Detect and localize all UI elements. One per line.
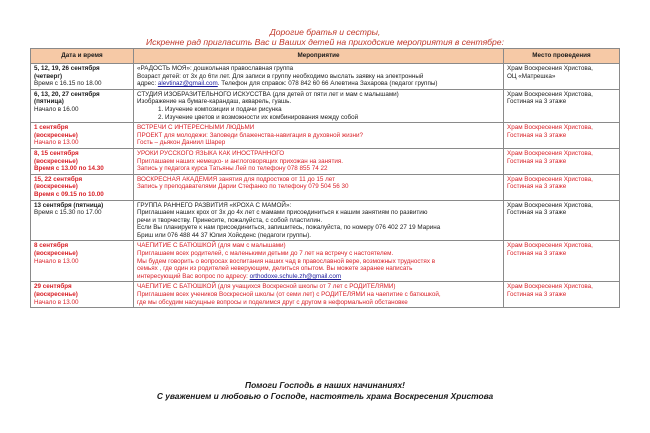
- place-line: Гостиная на 3 этаже: [507, 157, 567, 165]
- event-line: ПРОЕКТ для молодежи: Заповеди блаженства-навигация в духовной жизни?: [137, 131, 363, 139]
- event-line: Запись у преподавателями Дарии Стефанко по телефону 079 504 56 30: [137, 183, 349, 191]
- date-cell: [31, 282, 134, 308]
- date-time: Время с 09.15 по 10.00: [34, 190, 104, 198]
- date-days: 5, 12, 19, 26 сентября: [34, 65, 100, 72]
- event-title: СТУДИЯ ИЗОБРАЗИТЕЛЬНОГО ИСКУССТВА (для детей от пяти лет и мам с малышами): [137, 90, 399, 98]
- place-cell: [504, 123, 620, 149]
- event-cell: [134, 148, 504, 174]
- event-line: Гость – дьякон Даниил Шарер: [137, 139, 226, 147]
- event-line: Запись у педагога курса Татьяны Лей по телефону 078 855 74 22: [137, 165, 328, 173]
- date-days: 13 сентября (пятница): [34, 201, 104, 209]
- date-time: Начало в 13.00: [34, 298, 79, 306]
- place-line: Гостиная на 3 этаже: [507, 291, 567, 299]
- column-header-date: Дата и время: [31, 49, 134, 64]
- event-cell: [134, 241, 504, 282]
- event-title: ЧАЕПИТИЕ С БАТЮШКОЙ (для учащихся Воскресной школы от 7 лет с РОДИТЕЛЯМИ): [137, 283, 396, 291]
- event-line: Бриш или 076 488 44 37 Юлия Хойсденс (педагоги группы).: [137, 231, 312, 239]
- greeting-line-2: Искренне рад пригласить Вас и Ваших детей на приходские мероприятия в сентябре:: [146, 37, 504, 47]
- event-cell: [134, 123, 504, 149]
- place-cell: [504, 200, 620, 241]
- event-line: интересующий Вас вопрос по адресу: orthodoxe.schule.zh@gmail.com: [137, 272, 342, 280]
- place-line: Гостиная на 3 этаже: [507, 131, 567, 139]
- place-line: Храм Воскресения Христова,: [507, 175, 593, 183]
- place-cell: [504, 148, 620, 174]
- event-line: речи и творчеству. Принесите, пожалуйста, с собой пластилин.: [137, 216, 323, 224]
- table-row: [31, 174, 620, 200]
- table-row: [31, 89, 620, 122]
- date-cell: [31, 89, 134, 122]
- date-days: 15, 22 сентября: [34, 175, 83, 183]
- date-days: 29 сентября: [34, 283, 72, 291]
- table-header-row: [31, 49, 620, 64]
- closing-signature: С уважением и любовью о Господе, настоятель храма Воскресения Христова: [156, 391, 494, 401]
- place-line: Гостиная на 3 этаже: [507, 98, 567, 106]
- event-line: Возраст детей: от 3х до 6ти лет. Для записи в группу необходимо выслать заявку на электронный: [137, 72, 424, 80]
- place-line: ОЦ «Матрешка»: [507, 72, 556, 80]
- date-cell: [31, 123, 134, 149]
- event-line: Мы будем говорить о вопросах воспитания наших чад в православной вере, возможных трудностях в: [137, 257, 436, 265]
- date-time: Начало в 13.00: [34, 139, 79, 147]
- place-line: Храм Воскресения Христова,: [507, 201, 593, 209]
- email-link[interactable]: orthodoxe.schule.zh@gmail.com: [249, 272, 342, 280]
- date-time: Начало в 13.00: [34, 257, 79, 265]
- event-line: адрес: alevtinaz@gmail.com. Телефон для справок: 078 842 60 66 Алевтина Захарова (педагог группы): [137, 80, 438, 88]
- event-line: Изображение на бумаге-карандаш, акварель, гуашь.: [137, 98, 292, 106]
- event-title: ВСТРЕЧИ С ИНТЕРЕСНЫМИ ЛЮДЬМИ: [137, 124, 255, 132]
- date-weekday: (воскресенье): [34, 157, 78, 165]
- place-line: Гостиная на 3 этаже: [507, 183, 567, 191]
- event-line: Приглашаем наших крох от 3х до 4х лет с мамами присоединиться к нашим занятиям по развитию: [137, 209, 428, 217]
- column-header-event: Мероприятие: [134, 49, 504, 64]
- place-cell: [504, 174, 620, 200]
- place-line: Храм Воскресения Христова,: [507, 149, 593, 157]
- column-header-place: Место проведения: [504, 49, 620, 64]
- date-cell: [31, 64, 134, 90]
- event-line: семьях , где один из родителей неверующим, делиться опытом. Вы можете заранее написать: [137, 265, 413, 273]
- date-weekday: (воскресенье): [34, 131, 78, 139]
- event-line: Приглашаем наших немецко- и англоговорящих прихожан на занятия.: [137, 157, 344, 165]
- event-line: Приглашаем всех учеников Воскресной школы (от семи лет) с РОДИТЕЛЯМИ на чаепитие с батюшкой,: [137, 291, 441, 299]
- date-weekday: (четверг): [34, 72, 63, 80]
- date-weekday: (воскресенье): [34, 183, 78, 191]
- table-row: [31, 200, 620, 241]
- event-title: ГРУППА РАННЕГО РАЗВИТИЯ «КРОХА С МАМОЙ»:: [137, 201, 292, 209]
- place-line: Гостиная на 3 этаже: [507, 209, 567, 217]
- place-cell: [504, 282, 620, 308]
- date-days: 8 сентября: [34, 242, 69, 250]
- date-days: 6, 13, 20, 27 сентября: [34, 90, 100, 98]
- date-cell: [31, 174, 134, 200]
- event-title: «РАДОСТЬ МОЯ»: дошкольная православная группа: [137, 65, 294, 72]
- event-line: Если Вы планируете к нам присоединиться, запишитесь, пожалуйста, по номеру 076 402 27 19 Марина: [137, 224, 441, 232]
- date-cell: [31, 200, 134, 241]
- event-cell: [134, 200, 504, 241]
- date-time: Время с 16.15 по 18.00: [34, 80, 102, 88]
- date-weekday: (пятница): [34, 98, 64, 106]
- place-line: Храм Воскресения Христова,: [507, 242, 593, 250]
- table-row: [31, 64, 620, 90]
- list-item: 2. Изучение цветов и возможности их комбинирования между собой: [165, 114, 500, 122]
- table-row: [31, 123, 620, 149]
- table-row: [31, 282, 620, 308]
- greeting-line-1: Дорогие братья и сестры,: [269, 27, 381, 37]
- place-line: Гостиная на 3 этаже: [507, 250, 567, 258]
- event-title: УРОКИ РУССКОГО ЯЗЫКА КАК ИНОСТРАННОГО: [137, 149, 285, 157]
- place-cell: [504, 89, 620, 122]
- schedule-table: [30, 48, 620, 308]
- place-line: Храм Воскресения Христова,: [507, 283, 593, 291]
- place-line: Храм Воскресения Христова,: [507, 124, 593, 132]
- event-cell: [134, 282, 504, 308]
- event-cell: [134, 89, 504, 122]
- event-line: где мы обсудим насущные вопросы и поделимся друг с другом в неформальной обстановке: [137, 298, 408, 306]
- place-line: Храм Воскресения Христова,: [507, 90, 593, 98]
- email-link[interactable]: alevtinaz@gmail.com: [157, 80, 218, 88]
- table-row: [31, 241, 620, 282]
- event-cell: [134, 174, 504, 200]
- date-time: Время с 15.30 по 17.00: [34, 209, 102, 217]
- date-days: 1 сентября: [34, 124, 69, 132]
- event-cell: [134, 64, 504, 90]
- date-weekday: (воскресенье): [34, 291, 78, 299]
- date-cell: [31, 148, 134, 174]
- date-weekday: (воскресенье): [34, 250, 78, 258]
- date-cell: [31, 241, 134, 282]
- closing-blessing: Помоги Господь в наших начинаниях!: [245, 380, 405, 390]
- event-title: ЧАЕПИТИЕ С БАТЮШКОЙ (для мам с малышами): [137, 242, 286, 250]
- date-time: Начало в 16.00: [34, 105, 79, 113]
- place-cell: [504, 64, 620, 90]
- list-item: 1. Изучение композиции и подачи рисунка: [165, 106, 500, 114]
- place-cell: [504, 241, 620, 282]
- event-list: [137, 106, 500, 121]
- date-time: Время с 13.00 по 14.30: [34, 165, 104, 173]
- table-row: [31, 148, 620, 174]
- date-days: 8, 15 сентября: [34, 149, 79, 157]
- event-line: Приглашаем всех родителей, с маленькими детьми до 7 лет на встречу с настоятелем.: [137, 250, 394, 258]
- place-line: Храм Воскресения Христова,: [507, 65, 593, 72]
- event-title: ВОСКРЕСНАЯ АКАДЕМИЯ занятия для подростков от 11 до 15 лет: [137, 175, 335, 183]
